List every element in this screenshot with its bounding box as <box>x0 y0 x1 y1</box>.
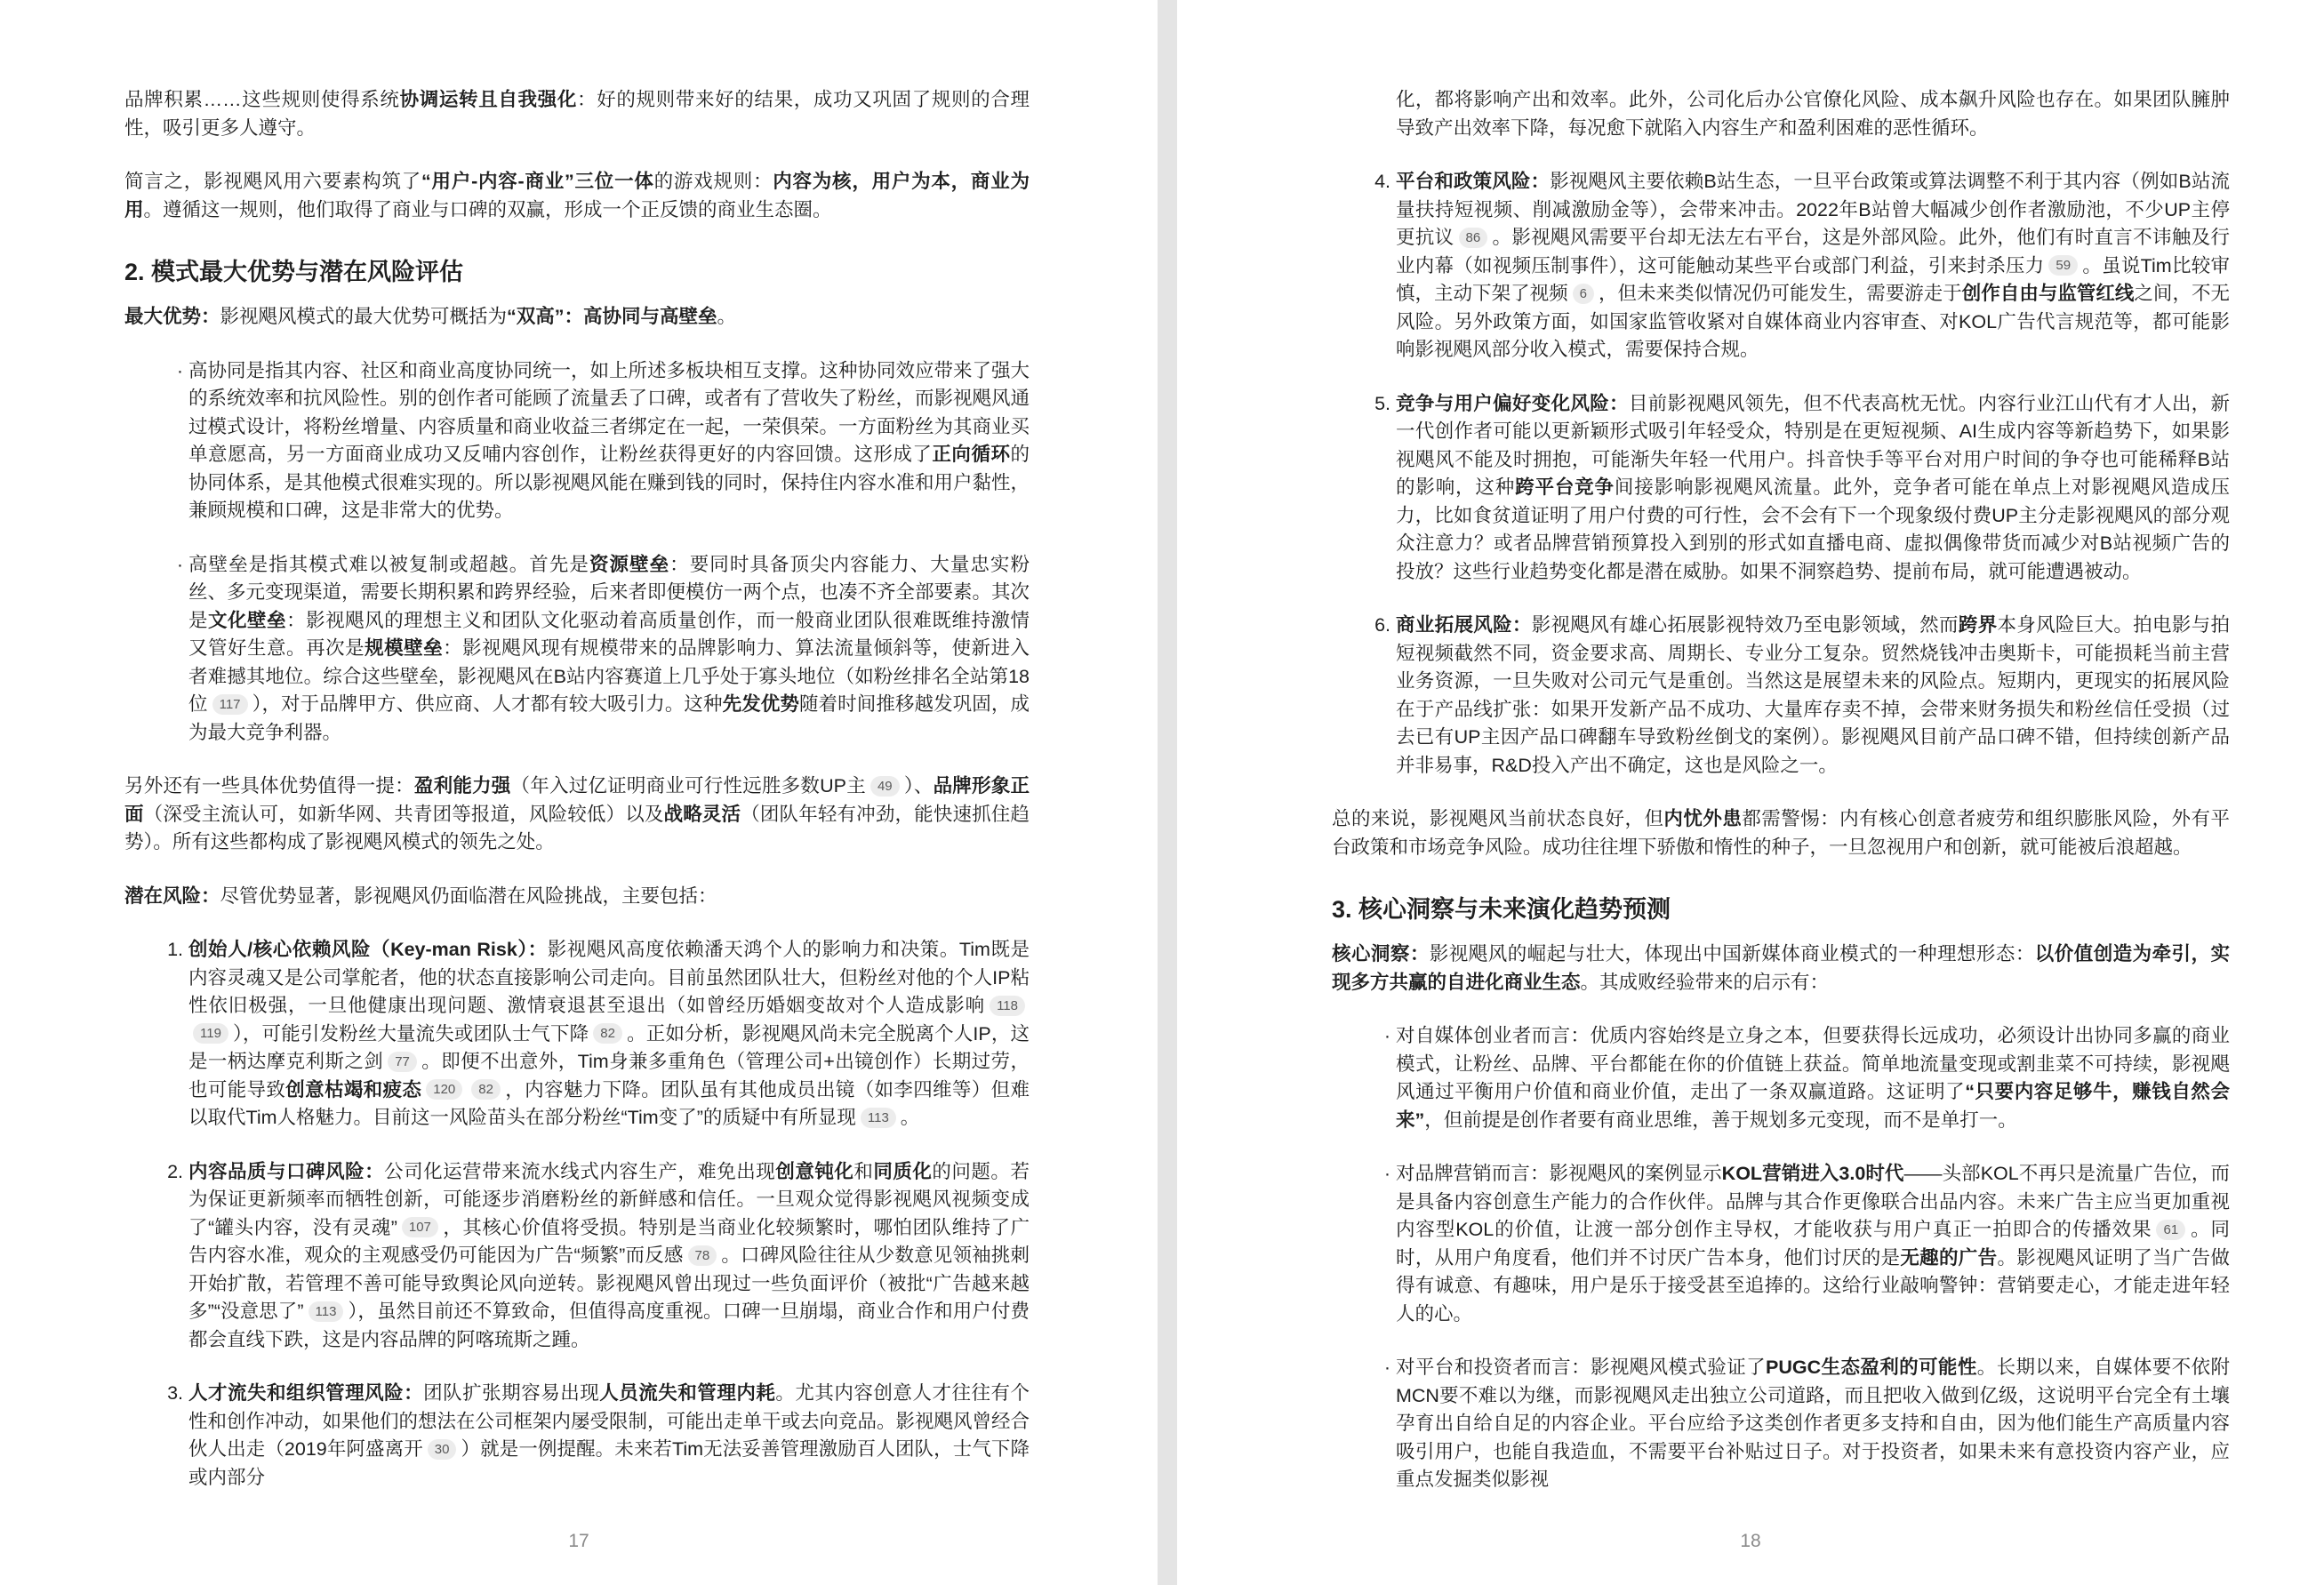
bold-text-run: 文化壁垒 <box>208 609 287 631</box>
page-17-content <box>0 0 1158 1492</box>
text-run: ），虽然目前还不算致命，但值得高度重视。口碑一旦崩塌，商业合作和用户付费都会直线下跌，这是内容品牌的阿喀琉斯之踵。 <box>188 1301 1030 1350</box>
number-marker: 2. <box>167 1160 183 1182</box>
bold-text-run: 人员流失和管理内耗 <box>599 1382 776 1404</box>
number-marker: 3. <box>167 1382 183 1404</box>
text-run: 。 <box>717 306 737 327</box>
list-item <box>1332 168 2230 364</box>
text-run: ）就是一例提醒。未来若Tim无法妥善管理激励百人团队，士气下降或内部分 <box>188 1438 1030 1488</box>
citation-link[interactable]: 59 <box>2048 255 2078 276</box>
number-marker: 5. <box>1374 392 1390 414</box>
bold-text-run: “用户-内容-商业”三位一体 <box>421 171 654 192</box>
text-run: 。正如分析，影视飓风尚未完全脱离个人IP，这是一柄达摩克利斯之剑 <box>188 1022 1030 1072</box>
bullet-marker: · <box>176 553 183 575</box>
list-item <box>124 1380 1030 1492</box>
text-run: 高协同是指其内容、社区和商业高度协同统一，如上所述多板块相互支撑。这种协同效应带来了强大的系统效率和抗风险性。别的创作者可能顾了流量丢了口碑，或者有了营收失了粉丝，而影视飓风通过模式设计，将粉丝增量、内容质量和商业收益三者绑定在一起，一荣俱荣。一方面粉丝为其商业买单意愿高，另一方面商业成功又反哺内容创作，让粉丝获得更好的内容回馈。这形成了 <box>188 359 1030 465</box>
bullet-marker: · <box>1383 1025 1390 1046</box>
bold-text-run: 竞争与用户偏好变化风险： <box>1396 392 1629 414</box>
text-run: 。即便不出意外，Tim身兼多重角色（管理公司+出镜创作）长期过劳，也可能导致 <box>188 1051 1030 1101</box>
bold-text-run: PUGC生态盈利的可能性 <box>1766 1357 1977 1378</box>
text-run: 影视飓风主要依赖B站生态，一旦平台政策或算法调整不利于其内容（例如B站流量扶持短视频、削减激励金等），会带来冲击。2022年B站曾大幅减少创作者激励池，不少UP主停更抗议 <box>1396 171 2230 248</box>
text-run: ：要同时具备顶尖内容能力、大量忠实粉丝、多元变现渠道，需要长期积累和跨界经验，后来者即便模仿一两个点，也凑不齐全部要素。其次是 <box>188 553 1030 631</box>
text-run: 品牌积累……这些规则使得系统 <box>124 89 400 110</box>
bold-text-run: 商业拓展风险： <box>1396 614 1532 636</box>
text-run: ——头部KOL不再只是流量广告位，而是具备内容创意生产能力的合作伙伴。品牌与其合作更像联合出品内容。未来广告主应当更加重视内容型KOL的价值，让渡一部分创作主导权，才能收获与用户真正一拍即合的传播效果 <box>1396 1163 2230 1240</box>
text-run: （深受主流认可，如新华网、共青团等报道，风险较低）以及 <box>143 803 664 825</box>
number-marker: 6. <box>1374 614 1390 636</box>
bold-text-run: 跨界 <box>1958 614 1998 636</box>
citation-link[interactable]: 113 <box>861 1108 896 1128</box>
list-item <box>124 1158 1030 1355</box>
citation-link[interactable]: 82 <box>471 1079 501 1100</box>
text-run: 另外还有一些具体优势值得一提： <box>124 775 414 797</box>
text-run: 。 <box>900 1107 920 1128</box>
page-number-18: 18 <box>1740 1531 1761 1551</box>
bold-text-run: 协调运转且自我强化 <box>399 89 577 110</box>
citation-link[interactable]: 82 <box>593 1023 622 1044</box>
text-run: 。虽说Tim比较审慎，主动下架了视频 <box>1396 254 2230 304</box>
paragraph <box>124 86 1030 142</box>
bullet-marker: · <box>1383 1163 1390 1184</box>
text-run: 影视飓风高度依赖潘天鸿个人的影响力和决策。Tim既是内容灵魂又是公司掌舵者，他的状态直接影响公司走向。目前虽然团队壮大，但粉丝对他的个人IP粘性依旧极强，一旦他健康出现问题、激情衰退甚至退出（如曾经历婚姻变故对个人造成影响 <box>188 939 1030 1016</box>
bold-text-run: 内容为核，用户为本，商业为用 <box>124 171 1030 220</box>
bullet-list <box>1332 1022 2230 1494</box>
paragraph <box>124 772 1030 857</box>
text-run: 简言之，影视飓风用六要素构筑了 <box>124 171 422 192</box>
text-run: 之间，不无风险。另外政策方面，如国家监管收紧对自媒体商业内容审查、对KOL广告代言规范等，都可能影响影视飓风部分收入模式，需要保持合规。 <box>1396 283 2230 360</box>
bold-text-run: 最大优势： <box>124 306 220 327</box>
text-run: 团队扩张期容易出现 <box>423 1382 600 1404</box>
bold-text-run: 潜在风险： <box>124 885 220 907</box>
citation-link[interactable]: 61 <box>2156 1220 2185 1240</box>
text-run: 本身风险巨大。拍电影与拍短视频截然不同，资金要求高、周期长、专业分工复杂。贸然烧钱冲击奥斯卡，可能损耗当前主营业务资源，一旦失败对公司元气是重创。当然这是展望未来的风险点。短期内，更现实的拓展风险在于产品线扩张：如果开发新产品不成功、大量库存卖不掉，会带来财务损失和粉丝信任受损（过去已有UP主因产品口碑翻车导致粉丝倒戈的案例）。影视飓风目前产品口碑不错，但持续创新产品并非易事，R&D投入产出不确定，这也是风险之一。 <box>1396 614 2230 776</box>
bold-text-run: 创始人/核心依赖风险（Key-man Risk）： <box>188 939 548 960</box>
bold-text-run: 内容品质与口碑风险： <box>188 1160 385 1182</box>
bold-text-run: 平台和政策风险： <box>1396 171 1551 192</box>
bold-text-run: 战略灵活 <box>663 803 741 825</box>
text-run: ：影视飓风的理想主义和团队文化驱动着高质量创作，而一般商业团队很难既维持激情又管好生意。再次是 <box>188 609 1030 659</box>
bold-text-run: KOL营销进入3.0时代 <box>1721 1163 1904 1184</box>
bold-text-run: 先发优势 <box>722 693 799 715</box>
text-run: ，但未来类似情况仍可能发生，需要游走于 <box>1598 283 1962 304</box>
text-run: ），可能引发粉丝大量流失或团队士气下降 <box>232 1022 589 1045</box>
text-run: 高壁垒是指其模式难以被复制或超越。首先是 <box>188 553 589 575</box>
list-item <box>1332 390 2230 587</box>
number-marker: 4. <box>1374 171 1390 192</box>
bold-text-run: 以价值创造为牵引，实现多方共赢的自进化商业生态 <box>1332 943 2230 993</box>
paragraph <box>124 883 1030 911</box>
text-run: 。其成败经验带来的启示有： <box>1580 971 1830 993</box>
list-item <box>1332 1354 2230 1494</box>
citation-link[interactable]: 86 <box>1459 228 1488 248</box>
list-item <box>124 936 1030 1133</box>
text-run: 对自媒体创业者而言：优质内容始终是立身之本，但要获得长远成功，必须设计出协同多赢的商业模式，让粉丝、品牌、平台都能在你的价值链上获益。简单地流量变现或割韭菜不可持续，影视飓风通过平衡用户价值和商业价值，走出了一条双赢道路。这证明了 <box>1396 1025 2230 1102</box>
page-number-17: 17 <box>568 1531 589 1551</box>
bold-text-run: 同质化 <box>873 1160 933 1182</box>
text-run: 间接影响影视飓风流量。此外，竞争者可能在单点上对影视飓风造成压力，比如食贫道证明了用户付费的可行性，会不会有下一个现象级付费UP主分走影视飓风的部分观众注意力？或者品牌营销预算投入到别的形式如直播电商、虚拟偶像带货而减少对B站视频广告的投放？这些行业趋势变化都是潜在威胁。如果不洞察趋势、提前布局，就可能遭遇被动。 <box>1396 476 2230 582</box>
text-run: 影视飓风模式的最大优势可概括为 <box>220 306 508 327</box>
text-run: 。影视飓风证明了当广告做得有诚意、有趣味，用户是乐于接受甚至追捧的。这给行业敲响警钟：营销要走心，才能走进年轻人的心。 <box>1396 1246 2230 1325</box>
text-run: ，内容魅力下降。团队虽有其他成员出镜（如李四维等）但难以取代Tim人格魅力。目前这一风险苗头在部分粉丝“Tim变了”的质疑中有所显现 <box>188 1078 1030 1128</box>
text-run: 对平台和投资者而言：影视飓风模式验证了 <box>1396 1357 1767 1378</box>
citation-link[interactable]: 30 <box>428 1439 457 1460</box>
text-run: 尽管优势显著，影视飓风仍面临潜在风险挑战，主要包括： <box>220 885 717 907</box>
text-run: 。遵循这一规则，他们取得了商业与口碑的双赢，形成一个正反馈的商业生态圈。 <box>143 198 832 220</box>
bullet-list <box>124 357 1030 748</box>
page-17 <box>0 0 1158 1585</box>
text-run: （团队年轻有冲劲，能快速抓住趋势）。所有这些都构成了影视飓风模式的领先之处。 <box>124 803 1030 853</box>
text-run: 的协同体系，是其他模式很难实现的。所以影视飓风能在赚到钱的同时，保持住内容水准和用户黏性，兼顾规模和口碑，这是非常大的优势。 <box>188 444 1030 521</box>
citation-link[interactable]: 6 <box>1573 284 1594 304</box>
numbered-list <box>124 936 1030 1492</box>
text-run: ：影视飓风现有规模带来的品牌影响力、算法流量倾斜等，使新进入者难撼其地位。综合这些壁垒，影视飓风在B站内容赛道上几乎处于寡头地位（如粉丝排名全站第18位 <box>188 637 1030 715</box>
page-18 <box>1177 0 2324 1585</box>
citation-link[interactable]: 107 <box>402 1217 438 1237</box>
text-run: 化，都将影响产出和效率。此外，公司化后办公官僚化风险、成本飙升风险也存在。如果团队臃肿导致产出效率下降，每况愈下就陷入内容生产和盈利困难的恶性循环。 <box>1396 89 2230 139</box>
text-run: （年入过亿证明商业可行性远胜多数UP主 <box>510 775 866 797</box>
citation-link[interactable]: 77 <box>388 1052 417 1072</box>
paragraph <box>1332 86 2230 142</box>
bold-text-run: 无趣的广告 <box>1900 1246 1998 1269</box>
bold-text-run: 创作自由与监管红线 <box>1961 283 2135 304</box>
section-heading: 3. 核心洞察与未来演化趋势预测 <box>1332 896 1671 923</box>
paragraph <box>124 303 1030 332</box>
section-heading: 2. 模式最大优势与潜在风险评估 <box>124 259 464 285</box>
text-run: 的问题。若为保证更新频率而牺牲创新，可能逐步消磨粉丝的新鲜感和信任。一旦观众觉得影视飓风视频变成了“罐头内容，没有灵魂” <box>188 1160 1030 1238</box>
text-run: 影视飓风有雄心拓展影视特效乃至电影领域，然而 <box>1531 614 1959 636</box>
text-run: 都需警惕：内有核心创意者疲劳和组织膨胀风险，外有平台政策和市场竞争风险。成功往往埋下骄傲和惰性的种子，一旦忽视用户和创新，就可能被后浪超越。 <box>1332 808 2230 858</box>
page-gap-divider <box>1158 0 1177 1585</box>
citation-link[interactable]: 78 <box>688 1245 717 1266</box>
list-item <box>1332 612 2230 780</box>
text-run: 对品牌营销而言：影视飓风的案例显示 <box>1396 1163 1722 1184</box>
citation-link[interactable]: 49 <box>870 776 900 797</box>
text-run: 。同时，从用户角度看，他们并不讨厌广告本身，他们讨厌的是 <box>1396 1219 2230 1269</box>
bold-text-run: 品牌形象正面 <box>124 775 1030 825</box>
citation-link[interactable]: 118 <box>990 996 1025 1016</box>
bold-text-run: 跨平台竞争 <box>1515 476 1615 498</box>
list-item <box>1332 1022 2230 1134</box>
bold-text-run: 盈利能力强 <box>413 775 511 797</box>
bold-text-run: 内忧外患 <box>1663 808 1743 829</box>
text-run: 。影视飓风需要平台却无法左右平台，这是外部风险。此外，他们有时直言不讳触及行业内幕（如视频压制事件），这可能触动某些平台或部门利益，引来封杀压力 <box>1396 227 2230 276</box>
text-run: 总的来说，影视飓风当前状态良好，但 <box>1332 808 1664 829</box>
text-run: ：好的规则带来好的结果，成功又巩固了规则的合理性，吸引更多人遵守。 <box>124 89 1030 139</box>
text-run: ）、 <box>903 775 934 797</box>
text-run: 影视飓风的崛起与壮大，体现出中国新媒体商业模式的一种理想形态： <box>1429 943 2035 965</box>
paragraph <box>1332 805 2230 861</box>
bold-text-run: 正向循环 <box>932 444 1011 465</box>
citation-link[interactable]: 113 <box>309 1301 344 1322</box>
paragraph <box>124 168 1030 224</box>
text-run: ），对于品牌甲方、供应商、人才都有较大吸引力。这种 <box>252 693 723 715</box>
bold-text-run: 创意枯竭和疲态 <box>285 1078 422 1101</box>
text-run: 和 <box>853 1160 874 1182</box>
list-item <box>1332 1160 2230 1328</box>
bold-text-run: 人才流失和组织管理风险： <box>188 1382 424 1404</box>
text-run: 随着时间推移越发巩固，成为最大竞争利器。 <box>188 693 1030 743</box>
citation-link[interactable]: 117 <box>212 694 248 715</box>
bold-text-run: 核心洞察： <box>1332 943 1430 965</box>
text-run: 公司化运营带来流水线式内容生产，难免出现 <box>384 1160 776 1182</box>
bullet-marker: · <box>176 359 183 381</box>
bold-text-run: 规模壁垒 <box>365 637 444 659</box>
text-run: 。尤其内容创意人才往往有个性和创作冲动，如果他们的想法在公司框架内屡受限制，可能出走单干或去向竞品。影视飓风曾经合伙人出走（2019年阿盛离开 <box>188 1382 1030 1460</box>
bold-text-run: 创意钝化 <box>775 1160 854 1182</box>
list-item <box>124 551 1030 748</box>
number-marker: 1. <box>167 939 183 960</box>
text-run: ，其核心价值将受损。特别是当商业化较频繁时，哪怕团队维持了广告内容水准，观众的主观感受仍可能因为广告“频繁”而反感 <box>188 1216 1030 1266</box>
text-run: 目前影视飓风领先，但不代表高枕无忧。内容行业江山代有才人出，新一代创作者可能以更新颖形式吸引年轻受众，特别是在更短视频、AI生成内容等新趋势下，如果影视飓风不能及时拥抱，可能渐失年轻一代用户。抖音快手等平台对用户时间的争夺也可能稀释B站的影响，这种 <box>1396 392 2230 498</box>
bold-text-run: 资源壁垒 <box>589 553 670 575</box>
text-run: 的游戏规则： <box>653 171 773 192</box>
bold-text-run: “只要内容足够牛，赚钱自然会来” <box>1396 1081 2230 1131</box>
bullet-marker: · <box>1383 1357 1390 1378</box>
bold-text-run: “双高”：高协同与高壁垒 <box>507 306 717 327</box>
page-18-content <box>1177 0 2324 1494</box>
citation-link[interactable]: 119 <box>193 1023 228 1044</box>
text-run: 。口碑风险往往从少数意见领袖挑刺开始扩散，若管理不善可能导致舆论风向逆转。影视飓风曾出现过一些负面评价（被批“广告越来越多”“没意思了” <box>188 1245 1030 1322</box>
numbered-list <box>1332 168 2230 780</box>
list-item <box>124 357 1030 525</box>
text-run: 。长期以来，自媒体要不依附MCN要不难以为继，而影视飓风走出独立公司道路，而且把收入做到亿级，这说明平台完全有土壤孕育出自给自足的内容企业。平台应给予这类创作者更多支持和自由，因为他们能生产高质量内容吸引用户，也能自我造血，不需要平台补贴过日子。对于投资者，如果未来有意投资内容产业，应重点发掘类似影视 <box>1396 1357 2230 1490</box>
citation-link[interactable]: 120 <box>426 1079 462 1100</box>
text-run: ，但前提是创作者要有商业思维，善于规划多元变现，而不是单打一。 <box>1424 1109 2017 1131</box>
paragraph <box>1332 941 2230 997</box>
